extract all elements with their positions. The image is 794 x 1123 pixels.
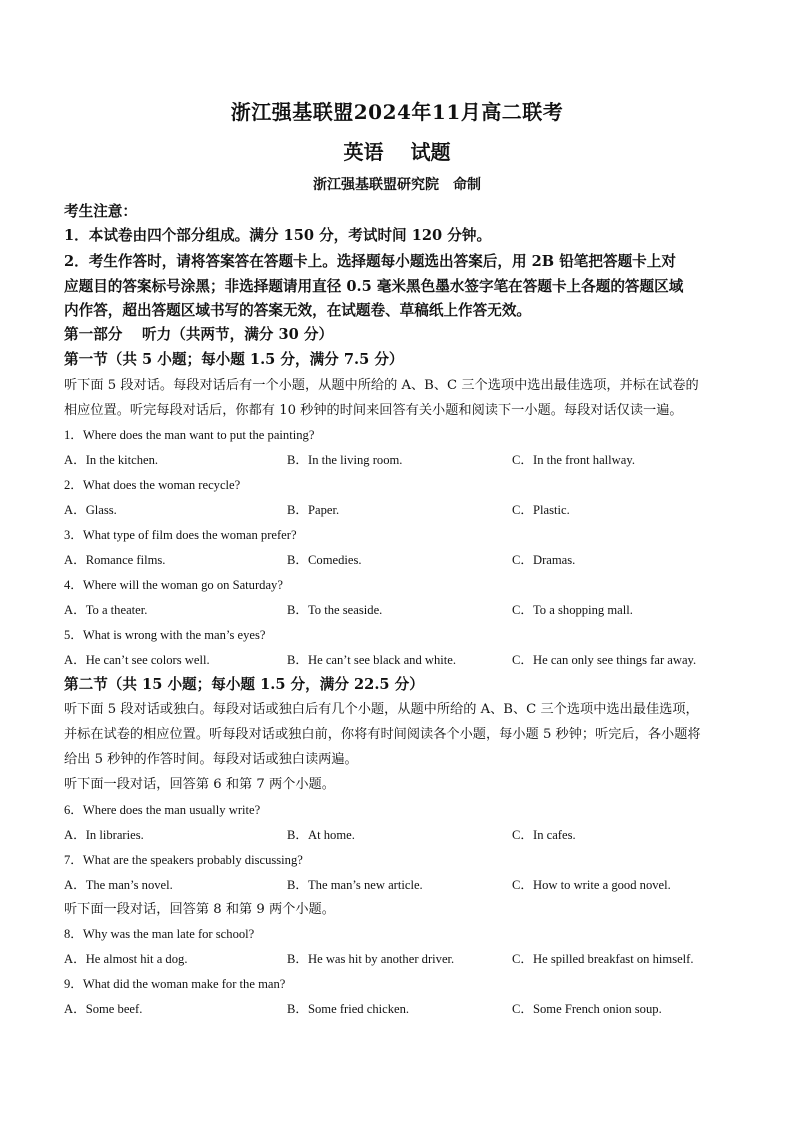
option-5b: B．He can’t see black and white. [287,653,457,667]
option-7b: B．The man’s new article. [287,878,423,892]
question-1: 1．Where does the man want to put the painting? [64,428,315,442]
notice-item-2-line-1: 2．考生作答时，请将答案答在答题卡上。选择题每小题选出答案后，用 2B 铅笔把答题卡上对 [64,253,676,270]
option-8c: C．He spilled breakfast on himself. [512,952,694,966]
group-instruction-8-9: 听下面一段对话，回答第 8 和第 9 两个小题。 [64,902,335,917]
option-5a: A．He can’t see colors well. [64,653,210,667]
option-4c: C．To a shopping mall. [512,603,633,617]
question-8: 8．Why was the man late for school? [64,927,255,941]
option-7c: C．How to write a good novel. [512,878,671,892]
option-8a: A．He almost hit a dog. [64,952,188,966]
option-7a: A．The man’s novel. [64,878,173,892]
exam-author: 浙江强基联盟研究院 命制 [313,177,481,193]
section1-instruction-1: 听下面 5 段对话。每段对话后有一个小题，从题中所给的 A、B、C 三个选项中选出最佳选项，并标在试卷的 [64,378,699,393]
notice-heading: 考生注意： [64,203,137,220]
question-9: 9．What did the woman make for the man? [64,977,286,991]
option-6b: B．At home. [287,828,355,842]
section2-instruction-2: 并标在试卷的相应位置。听每段对话或独白前，你将有时间阅读各个小题，每小题 5 秒钟；听完后，各小题将 [64,727,701,742]
option-9c: C．Some French onion soup. [512,1002,662,1016]
option-2c: C．Plastic. [512,503,570,517]
option-1a: A．In the kitchen. [64,453,159,467]
question-3: 3．What type of film does the woman prefer? [64,528,297,542]
exam-subject: 英语 试题 [343,140,451,164]
option-1b: B．In the living room. [287,453,403,467]
section1-instruction-2: 相应位置。听完每段对话后，你都有 10 秒钟的时间来回答有关小题和阅读下一小题。每段对话仅读一遍。 [64,403,683,418]
question-7: 7．What are the speakers probably discussing? [64,853,303,867]
section2-heading: 第二节（共 15 小题；每小题 1.5 分，满分 22.5 分） [64,676,424,693]
notice-item-2-line-2: 应题目的答案标号涂黑；非选择题请用直径 0.5 毫米黑色墨水签字笔在答题卡上各题的答题区域 [64,278,684,295]
option-5c: C．He can only see things far away. [512,653,697,667]
option-1c: C．In the front hallway. [512,453,635,467]
section2-instruction-1: 听下面 5 段对话或独白。每段对话或独白后有几个小题，从题中所给的 A、B、C 三个选项中选出最佳选项， [64,702,699,717]
section2-instruction-3: 给出 5 秒钟的作答时间。每段对话或独白读两遍。 [64,752,358,767]
option-2a: A．Glass. [64,503,117,517]
group-instruction-6-7: 听下面一段对话，回答第 6 和第 7 两个小题。 [64,777,335,792]
option-9b: B．Some fried chicken. [287,1002,410,1016]
notice-item-2-line-3: 内作答，超出答题区域书写的答案无效，在试题卷、草稿纸上作答无效。 [64,302,532,319]
option-3a: A．Romance films. [64,553,166,567]
option-9a: A．Some beef. [64,1002,143,1016]
exam-title: 浙江强基联盟2024年11月高二联考 [230,100,564,124]
part1-heading: 第一部分 听力（共两节，满分 30 分） [64,326,334,343]
question-6: 6．Where does the man usually write? [64,803,261,817]
option-2b: B．Paper. [287,503,340,517]
option-3b: B．Comedies. [287,553,362,567]
question-5: 5．What is wrong with the man’s eyes? [64,628,266,642]
option-8b: B．He was hit by another driver. [287,952,455,966]
option-4a: A．To a theater. [64,603,148,617]
question-4: 4．Where will the woman go on Saturday? [64,578,283,592]
notice-item-1: 1．本试卷由四个部分组成。满分 150 分，考试时间 120 分钟。 [64,227,492,244]
option-6a: A．In libraries. [64,828,144,842]
option-4b: B．To the seaside. [287,603,383,617]
option-6c: C．In cafes. [512,828,576,842]
section1-heading: 第一节（共 5 小题；每小题 1.5 分，满分 7.5 分） [64,351,404,368]
option-3c: C．Dramas. [512,553,576,567]
question-2: 2．What does the woman recycle? [64,478,241,492]
